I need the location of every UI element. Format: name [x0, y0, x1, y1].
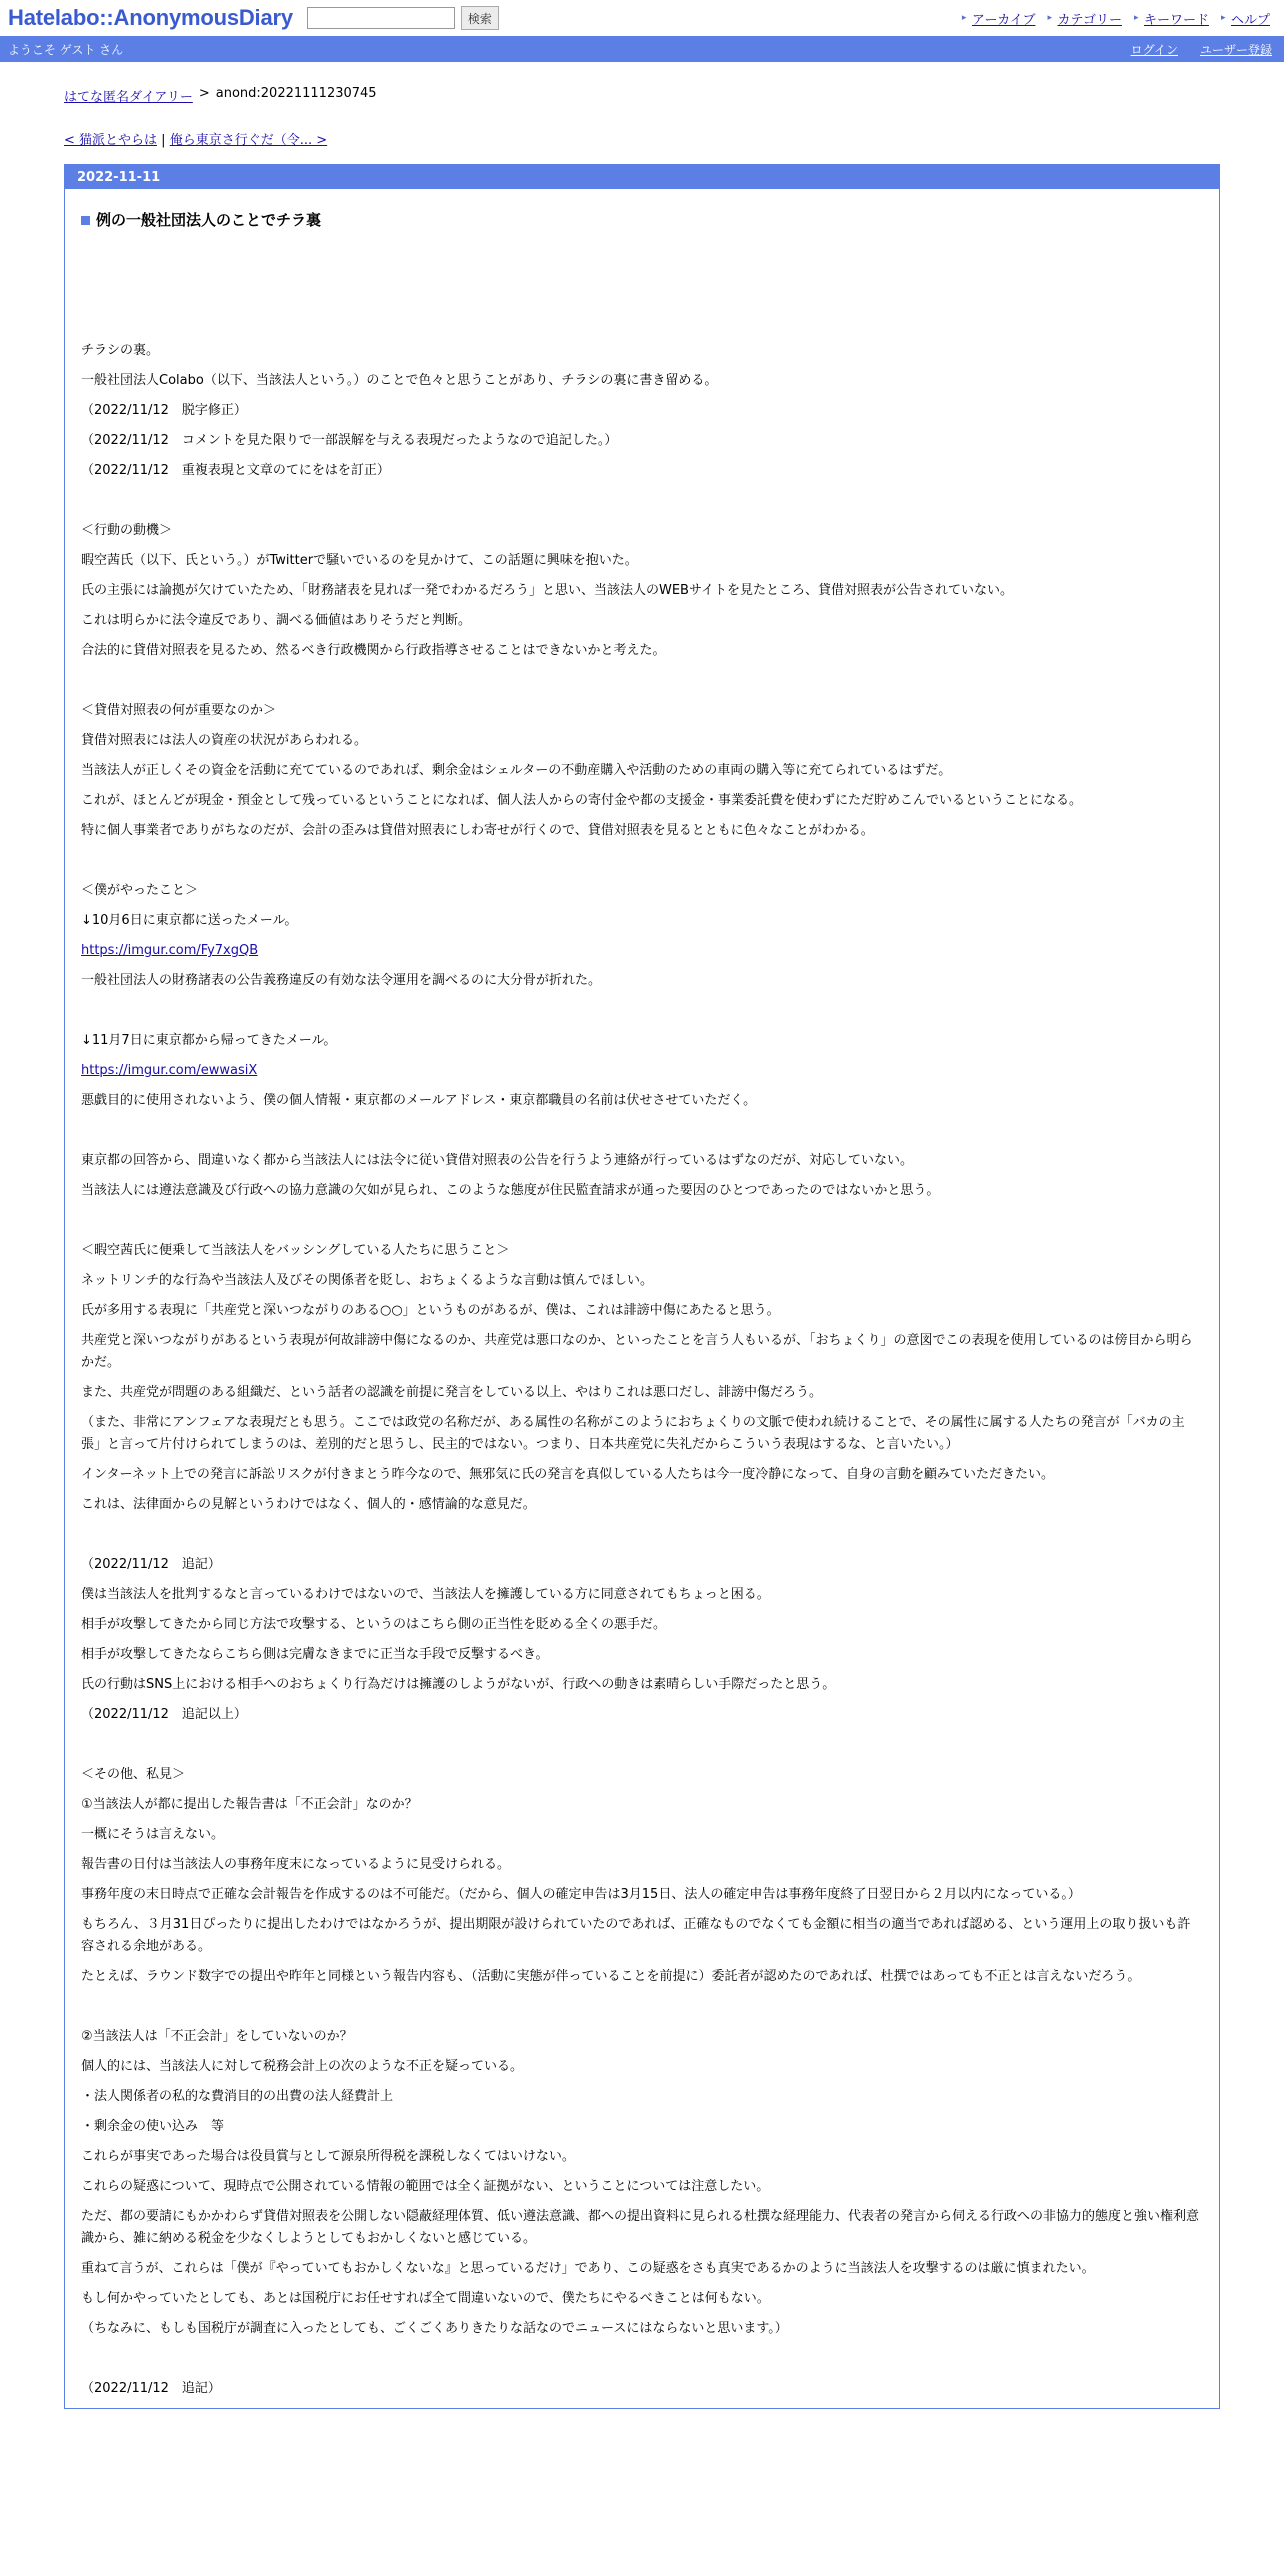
entry-paragraph: 僕は当該法人を批判するなと言っているわけではないので、当該法人を擁護している方に同意されてもちょっと困る。 — [81, 1587, 770, 1602]
blank-line — [81, 1120, 1203, 1142]
day-section — [64, 164, 1220, 2409]
entry-paragraph: （ちなみに、もしも国税庁が調査に入ったとしても、ごくごくありきたりな話なのでニュースにはならないと思います。） — [81, 2321, 788, 2336]
entry-spacer — [81, 230, 1203, 340]
blank-line — [81, 1210, 1203, 1232]
entry-paragraph: 事務年度の末日時点で正確な会計報告を作成するのは不可能だ。（だから、個人の確定申告は3月15日、法人の確定申告は事務年度終了日翌日から２月以内になっている。） — [81, 1887, 1081, 1902]
entry-paragraph: 重ねて言うが、これらは「僕が『やっていてもおかしくないな』と思っているだけ」であり、この疑惑をさも真実であるかのように当該法人を攻撃するのは厳に慎まれたい。 — [81, 2261, 1095, 2276]
entry-paragraph: ネットリンチ的な行為や当該法人及びその関係者を貶し、おちょくるような言動は慎んでほしい。 — [81, 1273, 654, 1288]
square-bullet-icon[interactable] — [81, 216, 90, 225]
entry-paragraph: 一般社団法人の財務諸表の公告義務違反の有効な法令運用を調べるのに大分骨が折れた。 — [81, 973, 602, 988]
day-date: 2022-11-11 — [77, 169, 161, 185]
archive-link-wrap — [962, 9, 1036, 28]
welcome-text: ようこそ ゲスト さん — [8, 42, 124, 57]
entry-paragraph: （2022/11/12 追記） — [81, 1557, 221, 1572]
search-button[interactable]: 検索 — [461, 6, 499, 30]
entry-title-text: 例の一般社団法人のことでチラ裏 — [96, 211, 322, 229]
entry-paragraph: ①当該法人が都に提出した報告書は「不正会計」なのか？ — [81, 1797, 418, 1812]
nav-divider: | — [161, 133, 166, 148]
arrow-icon: ▸ — [1220, 13, 1226, 23]
breadcrumb-separator: > — [198, 86, 210, 101]
user-links — [1131, 41, 1272, 58]
entry-paragraph: インターネット上での発言に訴訟リスクが付きまとう昨今なので、無邪気に氏の発言を真似している人たちは今一度冷静になって、自身の言動を顧みていただきたい。 — [81, 1467, 1055, 1482]
entry-paragraph: もちろん、３月31日ぴったりに提出したわけではなかろうが、提出期限が設けられていたのであれば、正確なものでなくても金額に相当の適当であれば認める、という運用上の取り扱いも許容される余地がある。 — [81, 1917, 1191, 1954]
search-input[interactable] — [307, 7, 455, 29]
entry-paragraph: （2022/11/12 コメントを見た限りで一部誤解を与える表現だったようなので追記した。） — [81, 433, 618, 448]
login-link[interactable]: ログイン — [1130, 42, 1178, 57]
breadcrumb-home[interactable]: はてな匿名ダイアリー — [64, 90, 193, 105]
entry-paragraph: これは、法律面からの見解というわけではなく、個人的・感情論的な意見だ。 — [81, 1497, 536, 1512]
entry-paragraph: 当該法人には遵法意識及び行政への協力意識の欠如が見られ、このような態度が住民監査請求が通った要因のひとつであったのではないかと思う。 — [81, 1183, 940, 1198]
top-links — [962, 9, 1270, 28]
day-header — [65, 165, 1219, 189]
breadcrumb-current: anond:20221111230745 — [215, 86, 377, 101]
entry-paragraph: 報告書の日付は当該法人の事務年度末になっているように見受けられる。 — [81, 1857, 511, 1872]
blank-line — [81, 850, 1203, 872]
register-link[interactable]: ユーザー登録 — [1199, 42, 1272, 57]
blank-line — [81, 2348, 1203, 2370]
entry-paragraphs — [81, 340, 1203, 2400]
category-link-wrap — [1047, 9, 1121, 28]
entry-paragraph: 合法的に貸借対照表を見るため、然るべき行政機関から行政指導させることはできないかと考えた。 — [81, 643, 666, 658]
blank-line — [81, 490, 1203, 512]
entry-paragraph: ②当該法人は「不正会計」をしていないのか？ — [81, 2029, 353, 2044]
help-link[interactable]: ヘルプ — [1230, 13, 1270, 28]
entry-paragraph: 個人的には、当該法人に対して税務会計上の次のような不正を疑っている。 — [81, 2059, 524, 2074]
entry-title — [81, 209, 1203, 230]
entry-paragraph: （2022/11/12 追記以上） — [81, 1707, 247, 1722]
entry-paragraph: 一般社団法人Colabo（以下、当該法人という。）のことで色々と思うことがあり、チラシの裏に書き留める。 — [81, 373, 718, 388]
entry-paragraph: たとえば、ラウンド数字での提出や昨年と同様という報告内容も、（活動に実態が伴っていることを前提に）委託者が認めたのであれば、杜撰ではあっても不正とは言えないだろう。 — [81, 1969, 1141, 1984]
entry-paragraph: 氏の主張には論拠が欠けていたため、「財務諸表を見れば一発でわかるだろう」と思い、当該法人のWEBサイトを見たところ、貸借対照表が公告されていない。 — [81, 583, 1014, 598]
entry-paragraph: ＜暇空茜氏に便乗して当該法人をバッシングしている人たちに思うこと＞ — [81, 1243, 510, 1258]
entry-paragraph: 相手が攻撃してきたから同じ方法で攻撃する、というのはこちら側の正当性を貶める全くの悪手だ。 — [81, 1617, 667, 1632]
entry-paragraph: 相手が攻撃してきたならこちら側は完膚なきまでに正当な手段で反撃するべき。 — [81, 1647, 549, 1662]
entry-paragraph: ＜その他、私見＞ — [81, 1767, 186, 1782]
entry-paragraph: 悪戯目的に使用されないよう、僕の個人情報・東京都のメールアドレス・東京都職員の名前は伏せさせていただく。 — [81, 1093, 757, 1108]
blank-line — [81, 1734, 1203, 1756]
help-link-wrap — [1221, 9, 1270, 28]
entry-paragraph: ↓10月6日に東京都に送ったメール。 — [81, 913, 298, 928]
arrow-icon: ▸ — [1047, 13, 1053, 23]
arrow-icon: ▸ — [961, 13, 967, 23]
entry-paragraph: 暇空茜氏（以下、氏という。）がTwitterで騒いでいるのを見かけて、この話題に興味を抱いた。 — [81, 553, 638, 568]
prev-entry-link[interactable]: < 猫派とやらは — [64, 133, 158, 148]
keyword-link[interactable]: キーワード — [1143, 13, 1209, 28]
entry-paragraph: ↓11月7日に東京都から帰ってきたメール。 — [81, 1033, 337, 1048]
blank-line — [81, 1524, 1203, 1546]
archive-link[interactable]: アーカイブ — [971, 13, 1036, 28]
blank-line — [81, 1000, 1203, 1022]
entry-paragraph: （また、非常にアンフェアな表現だとも思う。ここでは政党の名称だが、ある属性の名称がこのようにおちょくりの文脈で使われ続けることで、その属性に属する人たちの発言が「バカの主張」と言って片付けられてしまうのは、差別的だと思うし、民主的ではない。つまり、日本共産党に失礼だからこういう表現はするな、と言いたい。） — [81, 1415, 1185, 1452]
entry-paragraph: ＜行動の動機＞ — [81, 523, 173, 538]
entry-paragraph: 氏の行動はSNS上における相手へのおちょくり行為だけは擁護のしようがないが、行政への動きは素晴らしい手際だったと思う。 — [81, 1677, 836, 1692]
entry-paragraph: また、共産党が問題のある組織だ、という話者の認識を前提に発言をしている以上、やはりこれは悪口だし、誹謗中傷だろう。 — [81, 1385, 823, 1400]
entry-paragraph: ＜僕がやったこと＞ — [81, 883, 199, 898]
entry-paragraph: 一概にそうは言えない。 — [81, 1827, 225, 1842]
category-link[interactable]: カテゴリー — [1057, 13, 1122, 28]
entry-link[interactable]: https://imgur.com/Fy7xgQB — [81, 943, 259, 958]
site-logo[interactable]: Hatelabo::AnonymousDiary — [8, 5, 293, 30]
prev-next-nav — [64, 129, 1220, 148]
entry-paragraph: これが、ほとんどが現金・預金として残っているということになれば、個人法人からの寄付金や都の支援金・事業委託費を使わずにただ貯めこんでいるということになる。 — [81, 793, 1083, 808]
entry-paragraph: ・剰余金の使い込み 等 — [81, 2119, 225, 2134]
entry-paragraph: ただ、都の要請にもかかわらず貸借対照表を公開しない隠蔽経理体質、低い遵法意識、都への提出資料に見られる杜撰な経理能力、代表者の発言から伺える行政への非協力的態度と強い権利意識から、雑に納める税金を少なくしようとしてもおかしくないと感じている。 — [81, 2209, 1200, 2246]
entry-paragraph: 共産党と深いつながりがあるという表現が何故誹謗中傷になるのか、共産党は悪口なのか、といったことを言う人もいるが、「おちょくり」の意図でこの表現を使用しているのは傍目から明らかだ。 — [81, 1333, 1193, 1370]
entry-paragraph: ＜貸借対照表の何が重要なのか＞ — [81, 703, 277, 718]
entry-paragraph: これは明らかに法令違反であり、調べる価値はありそうだと判断。 — [81, 613, 472, 628]
site-header — [0, 0, 1284, 36]
user-bar — [0, 36, 1284, 62]
entry-paragraph: もし何かやっていたとしても、あとは国税庁にお任せすれば全て間違いないので、僕たちにやるべきことは何もない。 — [81, 2291, 770, 2306]
entry-paragraph: ・法人関係者の私的な費消目的の出費の法人経費計上 — [81, 2089, 394, 2104]
entry-paragraph: これらが事実であった場合は役員賞与として源泉所得税を課税しなくてはいけない。 — [81, 2149, 575, 2164]
blank-line — [81, 1996, 1203, 2018]
entry-link-paragraph — [81, 1060, 1203, 1082]
entry-paragraph: （2022/11/12 重複表現と文章のてにをはを訂正） — [81, 463, 390, 478]
entry-paragraph: （2022/11/12 脱字修正） — [81, 403, 247, 418]
entry-paragraph: 当該法人が正しくその資金を活動に充てているのであれば、剰余金はシェルターの不動産購入や活動のための車両の購入等に充てられているはずだ。 — [81, 763, 952, 778]
entry-link[interactable]: https://imgur.com/ewwasiX — [81, 1063, 258, 1078]
entry-paragraph: 氏が多用する表現に「共産党と深いつながりのある○○」というものがあるが、僕は、これは誹謗中傷にあたると思う。 — [81, 1303, 780, 1318]
main-content — [0, 86, 1284, 2409]
arrow-icon: ▸ — [1133, 13, 1139, 23]
next-entry-link[interactable]: 俺ら東京さ行ぐだ（令... > — [169, 133, 328, 148]
entry-paragraph: （2022/11/12 追記） — [81, 2381, 221, 2396]
entry-link-paragraph — [81, 940, 1203, 962]
keyword-link-wrap — [1134, 9, 1209, 28]
blank-line — [81, 670, 1203, 692]
entry-paragraph: チラシの裏。 — [81, 343, 160, 358]
entry-paragraph: これらの疑惑について、現時点で公開されている情報の範囲では全く証拠がない、ということについては注意したい。 — [81, 2179, 770, 2194]
entry-paragraph: 特に個人事業者でありがちなのだが、会計の歪みは貸借対照表にしわ寄せが行くので、貸借対照表を見るとともに色々なことがわかる。 — [81, 823, 874, 838]
entry-paragraph: 東京都の回答から、間違いなく都から当該法人には法令に従い貸借対照表の公告を行うよう連絡が行っているはずなのだが、対応していない。 — [81, 1153, 914, 1168]
breadcrumb — [64, 86, 1220, 105]
entry-body — [65, 189, 1219, 2400]
entry-paragraph: 貸借対照表には法人の資産の状況があらわれる。 — [81, 733, 368, 748]
